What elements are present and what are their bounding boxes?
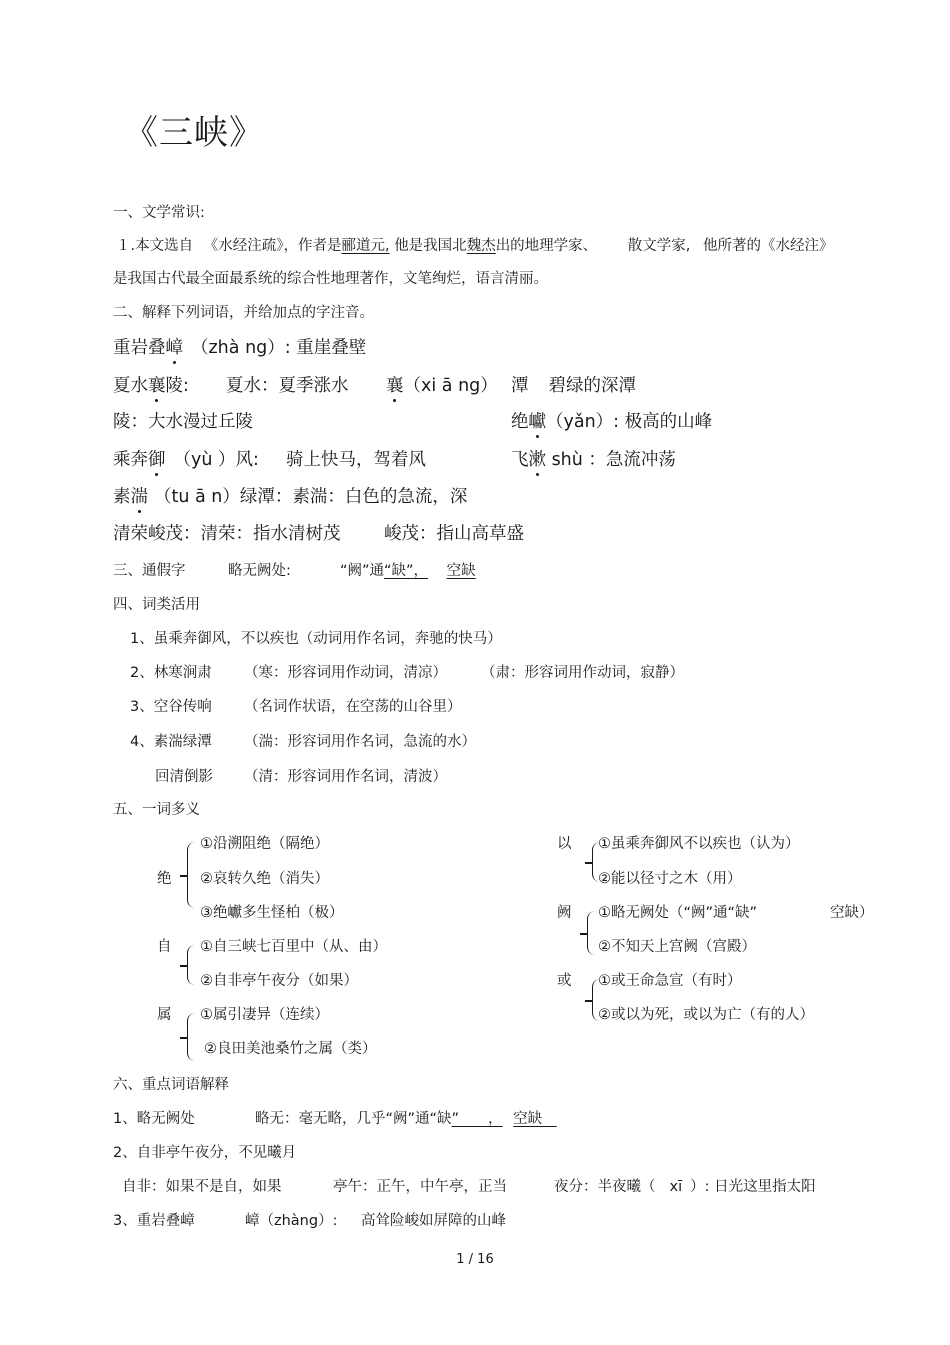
dotted-char: 嶂 xyxy=(166,334,184,359)
polysemy-yi-2: ②能以径寸之木（用） xyxy=(598,871,742,887)
text: ）: 日光这里指太阳 xyxy=(690,1179,816,1195)
section-heading-key-words: 六、重点词语解释 xyxy=(113,1077,229,1093)
text: “阙”通 xyxy=(340,563,385,579)
word-class-item-2: 2、林寒涧肃 xyxy=(130,665,212,681)
polysemy-word-jue: 绝 xyxy=(157,871,172,887)
text: （xi ā ng） xyxy=(403,376,498,396)
word-class-item-2-note-b: （肃：形容词用作动词，寂静） xyxy=(481,665,684,681)
vocab-row-5 xyxy=(113,483,467,508)
polysemy-zi-2: ②自非亭午夜分（如果） xyxy=(200,973,358,989)
polysemy-word-que: 阙 xyxy=(557,905,572,921)
literature-line-2: 是我国古代最全面最系统的综合性地理著作，文笔绚烂，语言清丽。 xyxy=(113,271,548,287)
key-word-2: 2、自非亭午夜分，不见曦月 xyxy=(113,1145,297,1161)
text: １.本文选自 xyxy=(116,238,194,254)
polysemy-huo-2: ②或以为死，或以为亡（有的人） xyxy=(598,1007,814,1023)
text: 飞 xyxy=(511,450,529,470)
text: shù ：急流冲荡 xyxy=(546,450,676,470)
author-name: 郦道元, xyxy=(341,238,390,254)
text: （yù ）风: xyxy=(173,450,259,470)
polysemy-que-1: ①略无阙处（“阙”通“缺” xyxy=(598,905,758,921)
vocab-row-2 xyxy=(113,372,189,397)
vocab-row-6b: 峻茂：指山高草盛 xyxy=(384,524,524,544)
key-word-3-note-b: 高耸险峻如屏障的山峰 xyxy=(361,1213,506,1229)
key-word-1-note xyxy=(255,1107,557,1128)
polysemy-word-zi: 自 xyxy=(157,939,172,955)
polysemy-zi-1: ①自三峡七百里中（从、由） xyxy=(200,939,387,955)
text: 重岩叠 xyxy=(113,338,166,358)
text: 他所著的《水经注》 xyxy=(703,238,834,254)
text: 略无：毫无略，几乎“阙”通“缺 xyxy=(255,1111,452,1127)
polysemy-yi-1: ①虽乘奔御风不以疾也（认为） xyxy=(598,836,800,852)
word-class-item-2-note-a: （寒：形容词用作动词，清凉） xyxy=(244,665,447,681)
literature-line-1 xyxy=(116,234,834,255)
vocab-row-2d xyxy=(511,372,636,397)
key-word-3: 3、重岩叠嶂 xyxy=(113,1213,195,1229)
polysemy-word-yi: 以 xyxy=(557,836,572,852)
text: “缺”， xyxy=(384,563,429,579)
vocab-row-4c xyxy=(511,446,676,471)
vocab-row-3b xyxy=(511,408,712,433)
text: 出的地理学家、 xyxy=(495,238,598,254)
word-class-item-3-note: （名词作状语，在空荡的山谷里） xyxy=(244,699,462,715)
polysemy-shu-2: ②良田美池桑竹之属（类） xyxy=(204,1041,377,1057)
vocab-row-6: 清荣峻茂：清荣：指水清树茂 xyxy=(113,524,341,544)
polysemy-que-2: ②不知天上宫阙（宫殿） xyxy=(598,939,756,955)
polysemy-huo-1: ①或王命急宣（有时） xyxy=(598,973,742,989)
tongjia-word: 略无阙处: xyxy=(228,563,291,579)
tongjia-note xyxy=(340,559,476,580)
text: ” ， xyxy=(451,1111,503,1127)
dynasty: 魏杰 xyxy=(466,238,496,254)
key-word-2-note-b: 亭午：正午，中午亭，正当 xyxy=(333,1179,507,1195)
vocab-row-3: 陵：大水漫过丘陵 xyxy=(113,412,253,432)
text: （tu ā n）绿潭：素湍：白色的急流，深 xyxy=(154,487,468,507)
key-word-2-note-a: 自非：如果不是自，如果 xyxy=(122,1179,282,1195)
polysemy-jue-3: ③绝巘多生怪柏（极） xyxy=(200,905,344,921)
dotted-char: 巘 xyxy=(529,408,547,433)
section-heading-literature: 一、文学常识: xyxy=(113,205,205,221)
section-heading-tongjia: 三、通假字 xyxy=(113,563,186,579)
page-title: 《三峡》 xyxy=(124,113,264,153)
text: 夏水 xyxy=(113,376,148,396)
polysemy-que-1b: 空缺） xyxy=(830,905,874,921)
word-class-item-4: 4、素湍绿潭 xyxy=(130,734,212,750)
key-word-2-note-c xyxy=(554,1175,816,1196)
key-word-3-note-a: 嶂（zhàng）: xyxy=(245,1213,338,1229)
dotted-char: 襄 xyxy=(148,372,166,397)
text: 空缺 xyxy=(513,1111,557,1127)
book-title: 《水经注疏》 xyxy=(203,238,284,254)
text: 碧绿的深潭 xyxy=(548,376,636,396)
text: 乘奔 xyxy=(113,450,148,470)
text: （zhà ng）: 重崖叠壁 xyxy=(191,338,367,358)
text: 陵: xyxy=(165,376,189,396)
section-heading-word-class: 四、词类活用 xyxy=(113,597,200,613)
text: ，作者是 xyxy=(283,238,342,254)
word-class-item-5: 回清倒影 xyxy=(155,769,213,785)
vocab-row-4b: 骑上快马，驾着风 xyxy=(286,450,426,470)
key-word-1: 1、略无阙处 xyxy=(113,1111,195,1127)
text: （yǎn）: 极高的山峰 xyxy=(546,412,713,432)
dotted-char: 漱 xyxy=(529,446,547,471)
section-heading-polysemy: 五、一词多义 xyxy=(113,802,200,818)
text: 素 xyxy=(113,487,131,507)
word-class-item-5-note: （清：形容词用作名词，清波） xyxy=(244,769,447,785)
polysemy-shu-1: ①属引凄异（连续） xyxy=(200,1007,329,1023)
text: 绝 xyxy=(511,412,529,432)
section-heading-vocabulary: 二、解释下列词语，并给加点的字注音。 xyxy=(113,305,374,321)
vocab-row-4 xyxy=(113,446,259,471)
polysemy-jue-1: ①沿溯阻绝（隔绝） xyxy=(200,836,329,852)
dotted-char: 湍 xyxy=(131,483,149,508)
page-number: 1 / 16 xyxy=(456,1252,494,1267)
text: 夜分：半夜曦（ xyxy=(554,1179,656,1195)
word-class-item-1: 1、虽乘奔御风，不以疾也（动词用作名词，奔驰的快马） xyxy=(130,631,502,647)
text: 潭 xyxy=(511,376,529,396)
vocab-row-1 xyxy=(113,334,366,359)
text: xī xyxy=(669,1179,683,1195)
text: 散文学家, xyxy=(627,238,691,254)
word-class-item-4-note: （湍：形容词用作名词，急流的水） xyxy=(244,734,476,750)
vocab-row-2b: 夏水：夏季涨水 xyxy=(226,376,349,396)
dotted-char: 御 xyxy=(148,446,166,471)
vocab-row-2c xyxy=(386,372,498,397)
polysemy-jue-2: ②哀转久绝（消失） xyxy=(200,871,329,887)
polysemy-word-huo: 或 xyxy=(557,973,572,989)
word-class-item-3: 3、空谷传响 xyxy=(130,699,212,715)
polysemy-word-shu: 属 xyxy=(157,1007,172,1023)
text: 空缺 xyxy=(446,563,476,579)
dotted-char: 襄 xyxy=(386,372,404,397)
text: 他是我国北 xyxy=(394,238,467,254)
